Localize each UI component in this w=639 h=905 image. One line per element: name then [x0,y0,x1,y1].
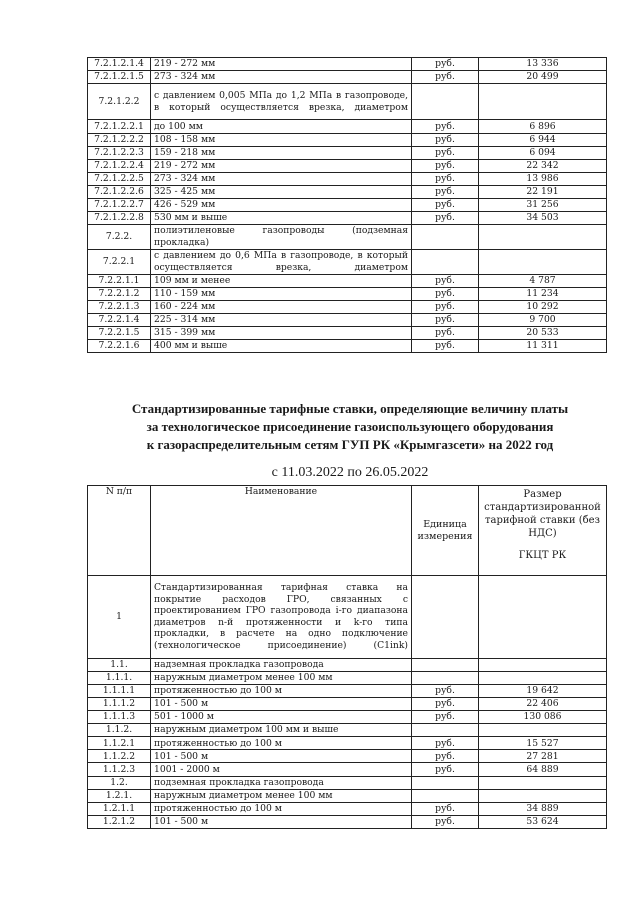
row-number: 1.1.2.3 [88,763,151,776]
row-unit: руб. [412,815,479,828]
row-name: 108 - 158 мм [151,133,412,146]
tariff-table-bottom-header [88,486,607,576]
row-number: 7.2.1.2.2.6 [88,185,151,198]
row-name: 273 - 324 мм [151,71,412,84]
row-number: 7.2.1.2.2.7 [88,199,151,212]
header-num: N п/п [88,486,151,576]
row-unit: руб. [412,185,479,198]
row-value [479,724,607,737]
row-name: подземная прокладка газопровода [151,776,412,789]
table-row [88,789,607,802]
row-number: 7.2.1.2.2 [88,84,151,120]
row-unit: руб. [412,71,479,84]
row-name: 101 - 500 м [151,750,412,763]
row-unit [412,789,479,802]
row-name: наружным диаметром менее 100 мм [151,789,412,802]
row-unit: руб. [412,711,479,724]
row-number: 7.2.2.1.3 [88,300,151,313]
header-name: Наименование [151,486,412,576]
table-row [88,58,607,71]
row-number: 1.1.1. [88,671,151,684]
row-unit: руб. [412,212,479,225]
row-number: 1.2.1. [88,789,151,802]
row-value: 22 342 [479,159,607,172]
row-number: 7.2.1.2.1.5 [88,71,151,84]
row-unit [412,776,479,789]
row-name: протяженностью до 100 м [151,684,412,697]
row-name: 101 - 500 м [151,815,412,828]
row-name: 530 мм и выше [151,212,412,225]
row-number: 7.2.1.2.1.4 [88,58,151,71]
row-number: 1.1.2.2 [88,750,151,763]
table-row [88,120,607,133]
period-caption: с 11.03.2022 по 26.05.2022 [271,465,429,480]
table-row [88,133,607,146]
row-number: 7.2.2.1.1 [88,274,151,287]
table-row [88,697,607,710]
row-number: 7.2.1.2.2.4 [88,159,151,172]
header-row [88,486,607,576]
row-name: протяженностью до 100 м [151,737,412,750]
table-row [88,287,607,300]
row-value [479,225,607,250]
row-name: 325 - 425 мм [151,185,412,198]
header-value-sub: ГКЦТ РК [518,550,567,561]
row-value: 53 624 [479,815,607,828]
row-value: 9 700 [479,313,607,326]
row-value: 6 896 [479,120,607,133]
row-unit: руб. [412,287,479,300]
row-unit [412,576,479,659]
row-number: 1.1.2. [88,724,151,737]
row-name: наружным диаметром 100 мм и выше [151,724,412,737]
heading-line-3: к газораспределительным сетям ГУП РК «Крымгазсети» на 2022 год [146,437,554,452]
row-number: 1.2. [88,776,151,789]
row-number: 7.2.1.2.2.3 [88,146,151,159]
table-row [88,671,607,684]
row-value: 15 527 [479,737,607,750]
row-number: 7.2.1.2.2.5 [88,172,151,185]
tariff-table-bottom [87,485,607,829]
heading-line-1: Стандартизированные тарифные ставки, определяющие величину платы [131,401,569,416]
row-value: 6 094 [479,146,607,159]
row-value: 13 336 [479,58,607,71]
table-row [88,274,607,287]
table-row [88,185,607,198]
tariff-table-top [87,57,607,353]
table-row [88,684,607,697]
row-unit: руб. [412,300,479,313]
row-number: 7.2.1.2.2.1 [88,120,151,133]
row-value: 130 086 [479,711,607,724]
row-value: 64 889 [479,763,607,776]
row-unit: руб. [412,172,479,185]
table-row [88,711,607,724]
table-row [88,340,607,353]
row-value: 11 311 [479,340,607,353]
row-name: 315 - 399 мм [151,326,412,339]
row-name: 219 - 272 мм [151,159,412,172]
row-name: Стандартизированная тарифная ставка на покрытие расходов ГРО, связанных с проектированием ГРО газопровода i-го диапазона диаметров n-й протяженности и k-го типа прокладки, в расчете на одно подключение (технологическое присоединение) (C1ink) [151,576,412,659]
row-name: до 100 мм [151,120,412,133]
row-unit: руб. [412,737,479,750]
table-row [88,146,607,159]
header-value [479,486,607,576]
row-unit: руб. [412,133,479,146]
row-number: 1 [88,576,151,659]
row-number: 7.2.2.1 [88,249,151,274]
table-row [88,199,607,212]
row-number: 1.2.1.1 [88,802,151,815]
row-unit [412,658,479,671]
row-name: 1001 - 2000 м [151,763,412,776]
row-name: 110 - 159 мм [151,287,412,300]
table-row [88,159,607,172]
row-value: 20 499 [479,71,607,84]
row-number: 7.2.2.1.6 [88,340,151,353]
table-row [88,300,607,313]
table-row [88,815,607,828]
row-value [479,576,607,659]
table-row [88,84,607,120]
row-value: 34 503 [479,212,607,225]
table-row [88,313,607,326]
row-name: протяженностью до 100 м [151,802,412,815]
row-unit [412,724,479,737]
document-heading [60,400,639,454]
row-value [479,776,607,789]
table-row [88,71,607,84]
row-value: 22 406 [479,697,607,710]
row-number: 7.2.2.1.5 [88,326,151,339]
row-unit: руб. [412,697,479,710]
row-unit [412,84,479,120]
row-number: 1.1.1.2 [88,697,151,710]
table-row [88,750,607,763]
heading-line-2: за технологическое присоединение газоиспользующего оборудования [146,419,554,434]
row-value: 34 889 [479,802,607,815]
row-number: 1.1.1.1 [88,684,151,697]
table-row [88,225,607,250]
row-value [479,789,607,802]
table-row [88,776,607,789]
row-unit: руб. [412,340,479,353]
row-unit [412,225,479,250]
tariff-table-bottom-body [88,576,607,829]
row-value [479,671,607,684]
row-unit: руб. [412,313,479,326]
row-number: 7.2.1.2.2.2 [88,133,151,146]
row-number: 7.2.2. [88,225,151,250]
row-value: 19 642 [479,684,607,697]
row-unit: руб. [412,58,479,71]
row-value: 20 533 [479,326,607,339]
row-name: 501 - 1000 м [151,711,412,724]
row-unit: руб. [412,199,479,212]
row-number: 7.2.2.1.2 [88,287,151,300]
row-unit: руб. [412,120,479,133]
header-unit: Единица измерения [412,486,479,576]
row-unit: руб. [412,326,479,339]
row-name: полиэтиленовые газопроводы (подземная прокладка) [151,225,412,250]
row-name: 273 - 324 мм [151,172,412,185]
row-name: 225 - 314 мм [151,313,412,326]
row-value [479,658,607,671]
header-value-label: Размер стандартизированной тарифной ставки (без НДС) [484,489,601,539]
row-name: с давлением 0,005 МПа до 1,2 МПа в газопроводе, в который осуществляется врезка, диаметром [151,84,412,120]
row-unit [412,671,479,684]
row-number: 7.2.2.1.4 [88,313,151,326]
row-name: 159 - 218 мм [151,146,412,159]
row-unit: руб. [412,750,479,763]
row-value: 11 234 [479,287,607,300]
row-name: наружным диаметром менее 100 мм [151,671,412,684]
row-value [479,84,607,120]
row-value: 10 292 [479,300,607,313]
row-value: 27 281 [479,750,607,763]
row-unit: руб. [412,159,479,172]
table-row [88,212,607,225]
row-unit: руб. [412,146,479,159]
row-name: 109 мм и менее [151,274,412,287]
row-name: с давлением до 0,6 МПа в газопроводе, в который осуществляется врезка, диаметром [151,249,412,274]
table-row [88,763,607,776]
row-number: 1.1.1.3 [88,711,151,724]
table-row [88,576,607,659]
row-unit: руб. [412,274,479,287]
row-value [479,249,607,274]
row-value: 6 944 [479,133,607,146]
row-name: 426 - 529 мм [151,199,412,212]
table-row [88,724,607,737]
row-number: 1.1. [88,658,151,671]
row-name: 400 мм и выше [151,340,412,353]
table-row [88,737,607,750]
row-number: 1.1.2.1 [88,737,151,750]
table-row [88,658,607,671]
row-unit: руб. [412,802,479,815]
row-unit: руб. [412,763,479,776]
row-value: 31 256 [479,199,607,212]
table-row [88,802,607,815]
table-row [88,172,607,185]
row-name: 160 - 224 мм [151,300,412,313]
row-name: надземная прокладка газопровода [151,658,412,671]
table-row [88,326,607,339]
row-name: 219 - 272 мм [151,58,412,71]
row-value: 22 191 [479,185,607,198]
table-row [88,249,607,274]
row-number: 1.2.1.2 [88,815,151,828]
row-value: 13 986 [479,172,607,185]
row-unit [412,249,479,274]
tariff-table-top-body [88,58,607,353]
row-name: 101 - 500 м [151,697,412,710]
row-number: 7.2.1.2.2.8 [88,212,151,225]
row-value: 4 787 [479,274,607,287]
row-unit: руб. [412,684,479,697]
